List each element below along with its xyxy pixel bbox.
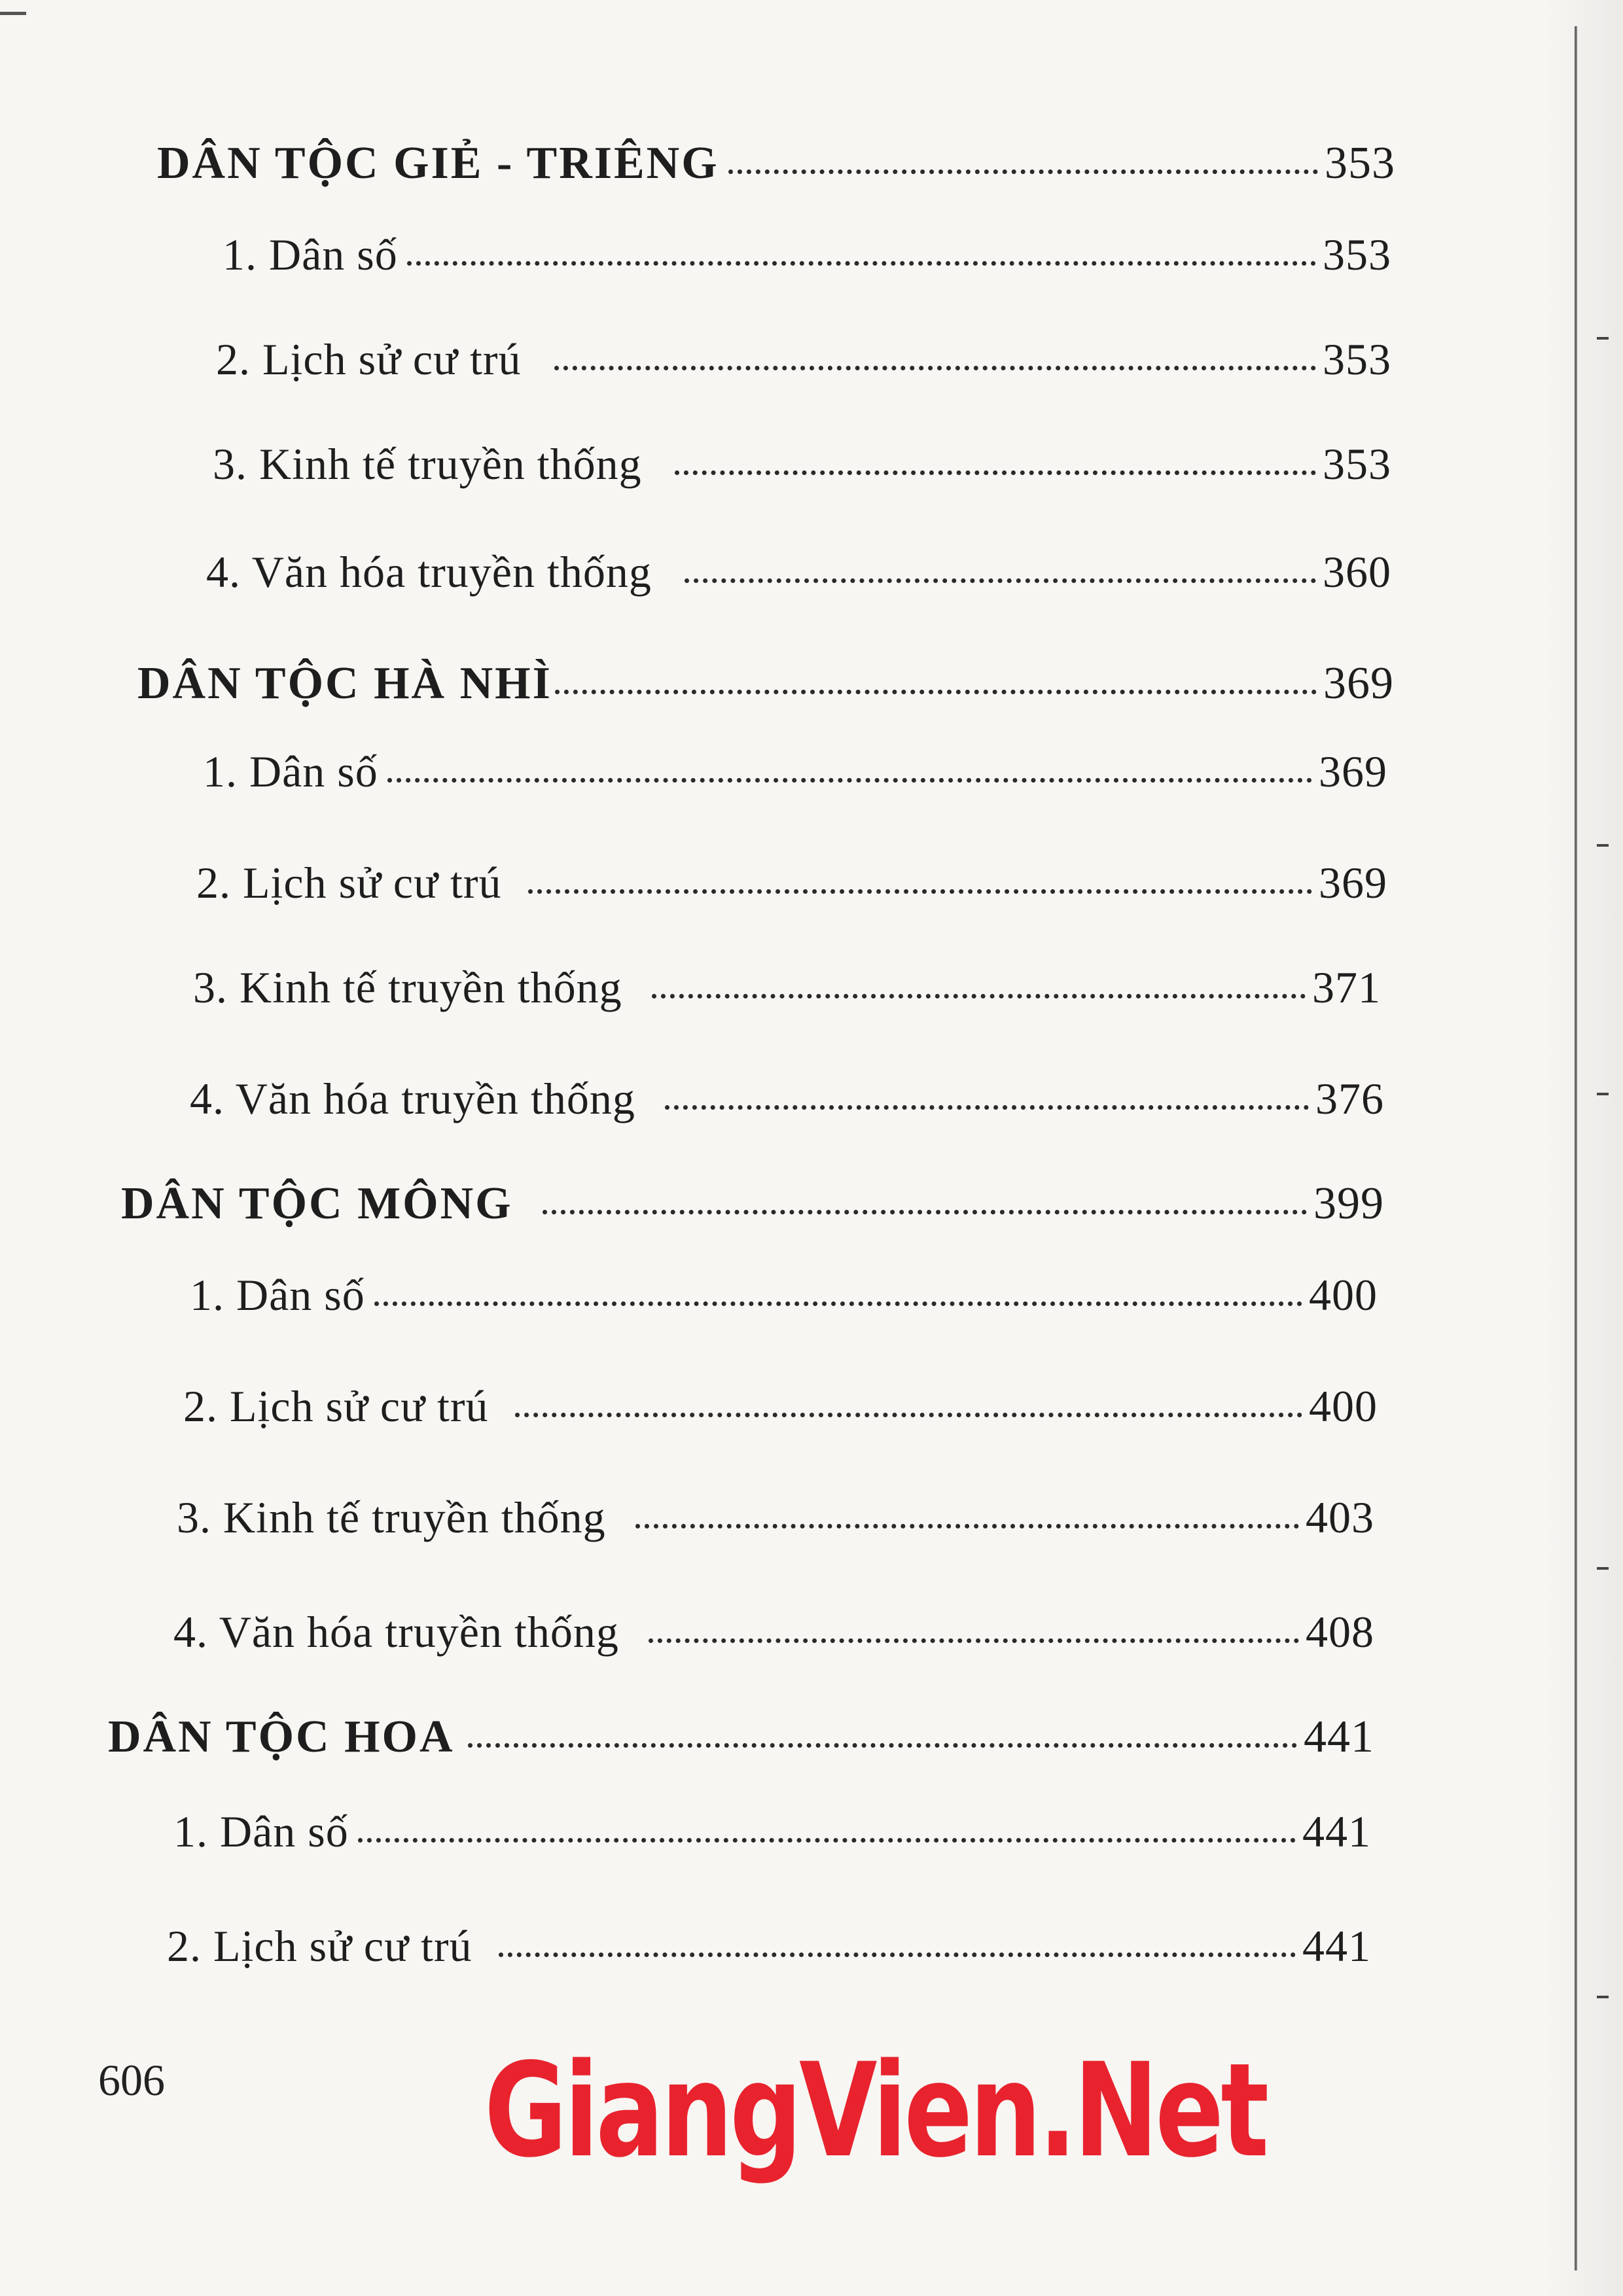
dot-leader — [685, 578, 1316, 583]
scan-corner-mark — [0, 12, 26, 15]
toc-section-heading — [108, 1711, 1374, 1763]
item-label: 4. Văn hóa truyền thống — [190, 1074, 635, 1123]
edge-mark — [1597, 1093, 1609, 1095]
section-page-number: 399 — [1313, 1178, 1384, 1229]
toc-section-heading — [157, 137, 1395, 190]
item-label: 3. Kinh tế truyền thống — [193, 963, 622, 1012]
dot-leader — [515, 1413, 1302, 1417]
toc-section-heading — [121, 1178, 1384, 1230]
section-page-number: 353 — [1325, 138, 1395, 188]
item-page-number: 400 — [1309, 1381, 1378, 1431]
item-page-number: 369 — [1319, 858, 1387, 908]
item-label: 1. Dân số — [190, 1270, 365, 1320]
item-page-number: 353 — [1323, 334, 1391, 384]
section-page-number: 441 — [1304, 1712, 1374, 1762]
dot-leader — [499, 1952, 1296, 1957]
dot-leader — [555, 690, 1317, 694]
toc-item — [173, 1806, 1371, 1858]
toc-item — [206, 546, 1391, 598]
item-label: 2. Lịch sử cư trú — [216, 334, 522, 384]
item-page-number: 369 — [1319, 747, 1387, 796]
dot-leader — [728, 169, 1318, 174]
dot-leader — [554, 366, 1316, 370]
toc-item — [190, 1073, 1384, 1125]
binding-shadow — [1544, 0, 1623, 2296]
dot-leader — [652, 994, 1306, 998]
dot-leader — [528, 889, 1312, 894]
item-label: 2. Lịch sử cư trú — [196, 858, 502, 908]
toc-item — [203, 746, 1387, 798]
item-label: 2. Lịch sử cư trú — [167, 1921, 473, 1971]
item-label: 2. Lịch sử cư trú — [183, 1381, 489, 1431]
dot-leader — [358, 1838, 1296, 1843]
section-page-number: 369 — [1323, 658, 1394, 709]
edge-mark — [1597, 337, 1609, 340]
toc-item — [213, 438, 1391, 490]
item-label: 3. Kinh tế truyền thống — [213, 439, 642, 489]
dot-leader — [468, 1743, 1297, 1748]
edge-mark — [1597, 1996, 1609, 1998]
item-label: 1. Dân số — [173, 1807, 349, 1856]
item-page-number: 371 — [1312, 963, 1381, 1012]
item-label: 3. Kinh tế truyền thống — [177, 1492, 606, 1542]
item-page-number: 441 — [1302, 1807, 1371, 1856]
edge-mark — [1597, 844, 1609, 847]
toc-item — [216, 334, 1391, 385]
toc-item — [173, 1606, 1374, 1658]
dot-leader — [543, 1210, 1307, 1214]
item-page-number: 353 — [1323, 439, 1391, 489]
edge-mark — [1597, 1567, 1609, 1570]
section-title: DÂN TỘC HÀ NHÌ — [137, 658, 552, 709]
section-title: DÂN TỘC MÔNG — [121, 1178, 513, 1229]
item-label: 1. Dân số — [223, 230, 398, 279]
section-title: DÂN TỘC HOA — [108, 1712, 455, 1762]
toc-item — [193, 962, 1381, 1014]
toc-section-heading — [137, 658, 1394, 710]
item-page-number: 403 — [1306, 1492, 1374, 1542]
item-label: 1. Dân số — [203, 747, 378, 796]
item-label: 4. Văn hóa truyền thống — [206, 547, 652, 597]
toc-item — [190, 1269, 1378, 1321]
binding-edge — [1575, 26, 1577, 2270]
watermark-logo: GiangVien.Net — [484, 2035, 1266, 2186]
item-page-number: 441 — [1302, 1921, 1371, 1971]
page-number: 606 — [98, 2055, 165, 2105]
toc-item — [167, 1920, 1371, 1972]
dot-leader — [635, 1524, 1299, 1528]
dot-leader — [649, 1638, 1299, 1643]
dot-leader — [407, 261, 1316, 266]
item-page-number: 353 — [1323, 230, 1391, 279]
toc-item — [183, 1381, 1378, 1432]
dot-leader — [675, 470, 1316, 475]
toc-item — [196, 857, 1387, 909]
item-page-number: 400 — [1309, 1270, 1378, 1320]
item-page-number: 376 — [1315, 1074, 1384, 1123]
dot-leader — [665, 1105, 1309, 1110]
item-page-number: 360 — [1323, 547, 1391, 597]
dot-leader — [374, 1301, 1302, 1306]
section-title: DÂN TỘC GIẺ - TRIÊNG — [157, 138, 719, 188]
item-label: 4. Văn hóa truyền thống — [173, 1607, 619, 1657]
toc-item — [177, 1492, 1374, 1544]
dot-leader — [387, 778, 1312, 783]
toc-item — [223, 229, 1391, 281]
item-page-number: 408 — [1306, 1607, 1374, 1657]
